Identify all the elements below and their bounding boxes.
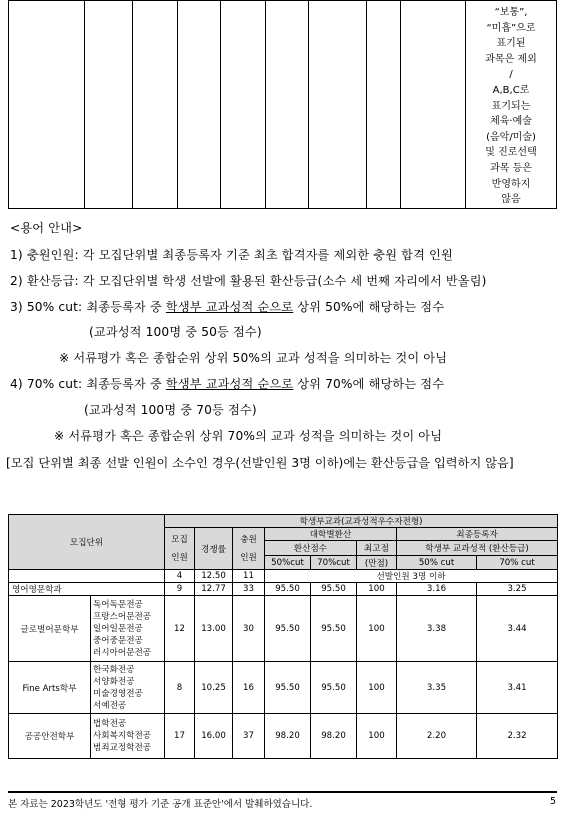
major-item: 중어중문전공 xyxy=(93,635,143,646)
note-line: (음악/미술) xyxy=(486,131,536,143)
glossary-note-1: ※ 서류평가 혹은 종합순위 상위 50%의 교과 성적을 의미하는 것이 아님 xyxy=(59,351,448,365)
fill-cell: 33 xyxy=(233,583,265,596)
header-conv: 환산점수 xyxy=(265,541,357,556)
note-line: 반영하지 xyxy=(491,178,531,190)
grade50-cell: 3.16 xyxy=(397,583,477,596)
glossary-item-3-post: 상위 50%에 해당하는 점수 xyxy=(293,300,445,314)
header-group: 학생부교과(교과성적우수자전형) xyxy=(165,515,558,528)
glossary-item-2: 2) 환산등급: 각 모집단위별 학생 선발에 활용된 환산등급(소수 세 번째 자리에서 반올림) xyxy=(10,274,487,288)
max-cell: 100 xyxy=(357,714,397,759)
glossary-item-4 xyxy=(10,375,444,392)
header-univ: 대학별환산 xyxy=(265,528,397,541)
table-row xyxy=(9,570,558,583)
grade70-cell: 3.25 xyxy=(477,583,558,596)
fill-cell: 30 xyxy=(233,596,265,662)
unit-cell: 글로벌어문학부 xyxy=(9,596,91,662)
header-final-sub: 학생부 교과성적 (환산등급) xyxy=(397,541,558,556)
header-rate: 경쟁률 xyxy=(195,528,233,570)
table-row xyxy=(9,662,558,714)
major-item: 러시아어문전공 xyxy=(93,647,152,658)
rate-cell: 10.25 xyxy=(195,662,233,714)
unit-cell: 공공안전학부 xyxy=(9,714,91,759)
glossary-item-4-underline: 학생부 교과성적 순으로 xyxy=(165,377,294,391)
cut50-cell: 95.50 xyxy=(265,596,311,662)
fill-cell: 37 xyxy=(233,714,265,759)
page-number: 5 xyxy=(549,796,556,807)
cut70-cell: 98.20 xyxy=(311,714,357,759)
header-fill: 충원 인원 xyxy=(233,528,265,570)
max-cell: 100 xyxy=(357,583,397,596)
major-item: 서예전공 xyxy=(93,700,127,711)
max-cell: 100 xyxy=(357,596,397,662)
rate-cell: 12.50 xyxy=(195,570,233,583)
major-item: 서양화전공 xyxy=(93,676,135,687)
fill-cell: 11 xyxy=(233,570,265,583)
note-line: 과목은 제외 xyxy=(485,53,537,65)
header-70cut-b: 70% cut xyxy=(477,556,558,570)
glossary-item-4-post: 상위 70%에 해당하는 점수 xyxy=(293,377,445,391)
table-row xyxy=(9,596,558,662)
note-line: 않음 xyxy=(501,194,521,206)
note-line: 표기된 xyxy=(496,38,526,50)
cut70-cell: 95.50 xyxy=(311,596,357,662)
note-line: / xyxy=(509,69,513,81)
fill-cell: 16 xyxy=(233,662,265,714)
note-line: 과목 등은 xyxy=(490,162,532,174)
cut-score-table xyxy=(8,514,558,759)
glossary-title: <용어 안내> xyxy=(10,221,83,235)
quota-cell: 8 xyxy=(165,662,195,714)
grade70-cell: 3.41 xyxy=(477,662,558,714)
header-50cut-a: 50%cut xyxy=(265,556,311,570)
note-line: 표기되는 xyxy=(491,100,531,112)
footer-source: 본 자료는 2023학년도 '전형 평가 기준 공개 표준안'에서 발췌하였습니다. xyxy=(8,799,313,810)
grade50-cell: 3.35 xyxy=(397,662,477,714)
cut70-cell: 95.50 xyxy=(311,662,357,714)
unit-cell: 영어영문학과 xyxy=(9,583,165,596)
grade70-cell: 3.44 xyxy=(477,596,558,662)
grade70-cell: 2.32 xyxy=(477,714,558,759)
header-final: 최종등록자 xyxy=(397,528,558,541)
cut50-cell: 95.50 xyxy=(265,583,311,596)
header-unit: 모집단위 xyxy=(9,515,165,570)
glossary-item-3-underline: 학생부 교과성적 순으로 xyxy=(165,300,294,314)
excluded-subjects-note xyxy=(466,1,557,209)
cut70-cell: 95.50 xyxy=(311,583,357,596)
major-item: 범죄교정학전공 xyxy=(93,743,152,753)
table-row xyxy=(9,714,558,759)
prev-table-continuation xyxy=(8,0,557,209)
cut50-cell: 98.20 xyxy=(265,714,311,759)
cut50-cell: 95.50 xyxy=(265,662,311,714)
quota-cell: 9 xyxy=(165,583,195,596)
unit-cell: Fine Arts학부 xyxy=(9,662,91,714)
glossary-item-4-pre: 4) 70% cut: 최종등록자 중 xyxy=(10,377,166,391)
note-line: “미흡”으로 xyxy=(486,22,536,34)
major-item: 사회복지학전공 xyxy=(93,731,152,741)
header-max-sub: (만점) xyxy=(357,556,397,570)
glossary-item-4-example: (교과성적 100명 중 70등 점수) xyxy=(84,403,257,417)
note-line: 체육·예술 xyxy=(490,116,532,128)
note-line: “보통”, xyxy=(494,7,528,18)
max-cell: 100 xyxy=(357,662,397,714)
grade50-cell: 2.20 xyxy=(397,714,477,759)
quota-cell: 4 xyxy=(165,570,195,583)
major-item: 법학전공 xyxy=(93,719,127,729)
note-line: 및 진로선택 xyxy=(485,147,537,159)
glossary-bracket-note: [모집 단위별 최종 선발 인원이 소수인 경우(선발인원 3명 이하)에는 환산등급을 입력하지 않음] xyxy=(6,456,514,470)
header-max: 최고점 xyxy=(357,541,397,556)
rate-cell: 16.00 xyxy=(195,714,233,759)
quota-cell: 12 xyxy=(165,596,195,662)
header-quota: 모집 인원 xyxy=(165,528,195,570)
header-50cut-b: 50% cut xyxy=(397,556,477,570)
rate-cell: 12.77 xyxy=(195,583,233,596)
glossary-item-1: 1) 충원인원: 각 모집단위별 최종등록자 기준 최초 합격자를 제외한 충원 합격 인원 xyxy=(10,248,453,262)
quota-cell: 17 xyxy=(165,714,195,759)
glossary-note-2: ※ 서류평가 혹은 종합순위 상위 70%의 교과 성적을 의미하는 것이 아님 xyxy=(54,429,443,443)
major-item: 미술경영전공 xyxy=(93,688,143,699)
glossary-item-3-example: (교과성적 100명 중 50등 점수) xyxy=(89,325,262,339)
note-line: A,B,C로 xyxy=(492,84,530,96)
major-item: 프랑스어문전공 xyxy=(93,611,152,622)
major-item: 일어일문전공 xyxy=(93,623,143,634)
major-item: 독어독문전공 xyxy=(93,599,143,610)
table-row xyxy=(9,583,558,596)
header-70cut-a: 70%cut xyxy=(311,556,357,570)
unit-cell xyxy=(9,570,165,583)
majors-cell xyxy=(91,662,165,714)
merged-cell: 선발인원 3명 이하 xyxy=(265,570,558,583)
footer-rule xyxy=(8,791,557,793)
majors-cell xyxy=(91,714,165,759)
rate-cell: 13.00 xyxy=(195,596,233,662)
majors-cell xyxy=(91,596,165,662)
grade50-cell: 3.38 xyxy=(397,596,477,662)
glossary-item-3-pre: 3) 50% cut: 최종등록자 중 xyxy=(10,300,166,314)
major-item: 한국화전공 xyxy=(93,664,135,675)
glossary-item-3 xyxy=(10,298,444,315)
